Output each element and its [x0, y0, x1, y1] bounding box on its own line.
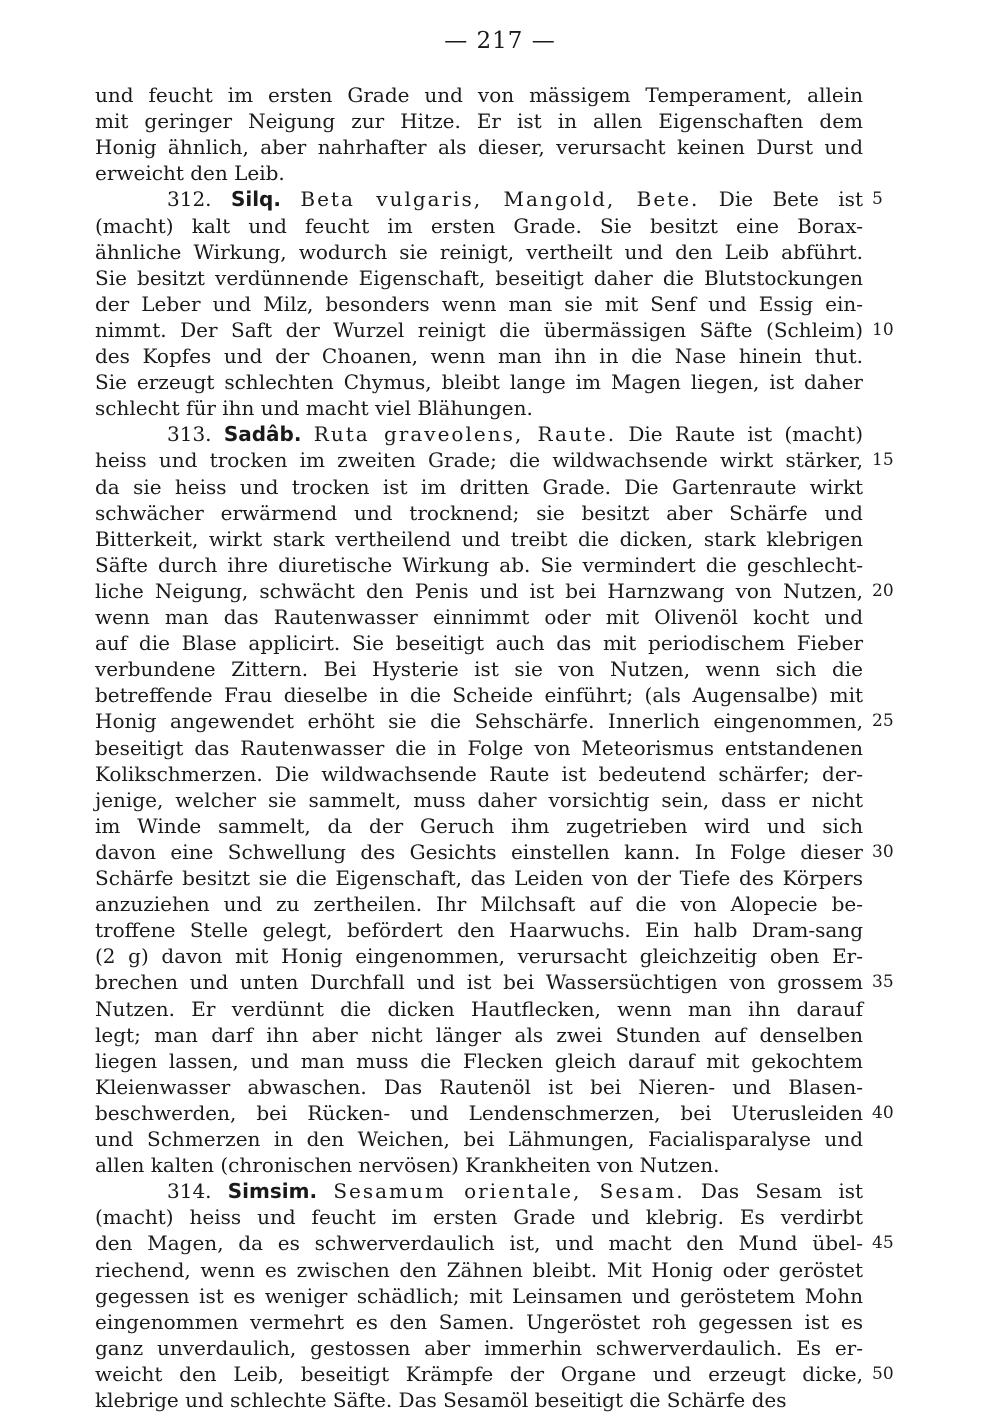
text-line	[95, 343, 863, 369]
text-line	[95, 656, 863, 682]
text-line	[95, 891, 863, 917]
text-line	[167, 186, 863, 212]
text-segment: eingenommen vermehrt es den Samen. Ungeröstet roh gegessen ist es	[95, 1309, 863, 1334]
text-line	[95, 526, 863, 552]
text-line	[95, 82, 863, 108]
entry-heading: Simsim.	[227, 1179, 318, 1204]
text-segment: legt; man darf ihn aber nicht länger als zwei Stunden auf denselben	[95, 1022, 863, 1047]
text-segment: und Schmerzen in den Weichen, bei Lähmungen, Facialisparalyse und	[95, 1127, 863, 1151]
text-line	[95, 1230, 863, 1256]
text-line	[95, 265, 863, 291]
text-line	[95, 213, 863, 239]
text-line	[95, 160, 863, 186]
text-line	[95, 474, 863, 500]
text-line	[95, 735, 863, 761]
line-number: 40	[872, 1102, 894, 1123]
text-segment: betreffende Frau dieselbe in die Scheide einführt; (als Augensalbe) mit	[95, 683, 863, 708]
text-line	[95, 291, 863, 317]
text-segment: ganz unverdaulich, gestossen aber immerhin schwerverdaulich. Es er-	[95, 1335, 863, 1360]
text-line	[95, 682, 863, 708]
text-segment: den Magen, da es schwerverdaulich ist, und macht den Mund übel-	[95, 1231, 863, 1256]
text-line	[95, 552, 863, 578]
text-segment: erweicht den Leib.	[95, 161, 285, 186]
line-number: 45	[872, 1233, 894, 1254]
text-line	[95, 865, 863, 891]
text-segment: nimmt. Der Saft der Wurzel reinigt die übermässigen Säfte (Schleim)	[95, 317, 863, 342]
text-segment: Kleienwasser abwaschen. Das Rautenöl ist bei Nieren- und Blasen-	[95, 1074, 863, 1099]
text-segment: Honig angewendet erhöht sie die Sehschärfe. Innerlich eingenommen,	[95, 709, 863, 734]
text-segment	[301, 422, 313, 446]
text-segment: Das Sesam ist	[684, 1179, 864, 1204]
line-number: 5	[872, 189, 883, 210]
line-number: 50	[872, 1363, 894, 1384]
text-segment: Honig ähnlich, aber nahrhafter als dieser, verursacht keinen Durst und	[95, 135, 863, 160]
latin-name: Beta vulgaris, Mangold, Bete.	[300, 187, 700, 212]
line-number: 20	[872, 580, 894, 601]
line-number: 15	[872, 450, 894, 471]
text-line	[95, 917, 863, 943]
text-line	[95, 1257, 863, 1283]
text-segment: im Winde sammelt, da der Geruch ihm zugetrieben wird und sich	[95, 813, 863, 838]
text-segment: allen kalten (chronischen nervösen) Krankheiten von Nutzen.	[95, 1153, 720, 1178]
text-segment: der Leber und Milz, besonders wenn man sie mit Senf und Essig ein-	[95, 291, 863, 316]
text-segment: brechen und unten Durchfall und ist bei Wassersüchtigen von grossem	[95, 970, 863, 995]
text-segment: mit geringer Neigung zur Hitze. Er ist in allen Eigenschaften dem	[95, 109, 863, 134]
text-segment: Sie besitzt verdünnende Eigenschaft, beseitigt daher die Blutstockungen	[95, 265, 863, 290]
text-segment: wenn man das Rautenwasser einnimmt oder mit Olivenöl kocht und	[95, 605, 863, 629]
text-segment: liegen lassen, und man muss die Flecken gleich darauf mit gekochtem	[95, 1048, 863, 1073]
text-line	[95, 369, 863, 395]
entry-heading: Sadâb.	[223, 422, 302, 447]
text-line	[95, 578, 863, 604]
page-number: — 217 —	[444, 28, 556, 54]
text-line	[95, 969, 863, 995]
text-segment: und feucht im ersten Grade und von mässigem Temperament, allein	[95, 83, 863, 107]
text-line	[167, 1178, 863, 1204]
text-segment: troffene Stelle gelegt, befördert den Haarwuchs. Ein halb Dram-sang	[95, 918, 863, 943]
text-segment: riechend, wenn es zwischen den Zähnen bleibt. Mit Honig oder geröstet	[95, 1257, 863, 1282]
text-segment	[317, 1179, 333, 1203]
text-segment: weicht den Leib, beseitigt Krämpfe der Organe und erzeugt dicke,	[95, 1361, 863, 1386]
text-segment: liche Neigung, schwächt den Penis und ist bei Harnzwang von Nutzen,	[95, 578, 863, 603]
text-line	[95, 630, 863, 656]
text-line	[95, 787, 863, 813]
text-segment: Die Bete ist	[699, 187, 863, 212]
text-line	[95, 996, 863, 1022]
text-segment: gegessen ist es weniger schädlich; mit Leinsamen und geröstetem Mohn	[95, 1283, 863, 1308]
text-segment: schwächer erwärmend und trocknend; sie besitzt aber Schärfe und	[95, 500, 863, 525]
text-segment: da sie heiss und trocken ist im dritten Grade. Die Gartenraute wirkt	[95, 474, 863, 499]
text-segment: Die Raute ist (macht)	[616, 422, 864, 447]
text-segment: davon eine Schwellung des Gesichts einstellen kann. In Folge dieser	[95, 839, 863, 864]
text-segment: Bitterkeit, wirkt stark vertheilend und treibt die dicken, stark klebrigen	[95, 526, 863, 551]
line-number: 30	[872, 841, 894, 862]
text-segment: (macht) kalt und feucht im ersten Grade. Sie besitzt eine Borax-	[95, 213, 863, 238]
text-segment: jenige, welcher sie sammelt, muss daher vorsichtig sein, dass er nicht	[95, 787, 863, 812]
text-line	[95, 134, 863, 160]
text-line	[95, 1283, 863, 1309]
text-line	[95, 708, 863, 734]
text-line	[95, 813, 863, 839]
text-line	[167, 421, 863, 447]
text-line	[95, 1387, 863, 1413]
text-line	[95, 1204, 863, 1230]
text-line	[95, 1022, 863, 1048]
text-segment: klebrige und schlechte Säfte. Das Sesamöl beseitigt die Schärfe des	[95, 1388, 787, 1412]
text-segment: Kolikschmerzen. Die wildwachsende Raute ist bedeutend schärfer; der-	[95, 761, 863, 786]
text-segment: 312.	[167, 187, 231, 212]
line-number: 25	[872, 711, 894, 732]
text-segment: schlecht für ihn und macht viel Blähungen.	[95, 396, 533, 421]
text-line	[95, 761, 863, 787]
text-line	[95, 1361, 863, 1387]
text-segment: des Kopfes und der Choanen, wenn man ihn in die Nase hinein thut.	[95, 344, 863, 368]
text-line	[95, 1309, 863, 1335]
text-line	[95, 317, 863, 343]
line-number: 35	[872, 972, 894, 993]
text-line	[95, 500, 863, 526]
text-segment: verbundene Zittern. Bei Hysterie ist sie von Nutzen, wenn sich die	[95, 657, 863, 682]
text-line	[95, 239, 863, 265]
line-number: 10	[872, 319, 894, 340]
text-segment: ähnliche Wirkung, wodurch sie reinigt, vertheilt und den Leib abführt.	[95, 239, 863, 264]
text-segment: heiss und trocken im zweiten Grade; die wildwachsende wirkt stärker,	[95, 448, 863, 473]
text-line	[95, 1100, 863, 1126]
text-line	[95, 1335, 863, 1361]
text-line	[95, 1152, 863, 1178]
text-line	[95, 1048, 863, 1074]
text-segment: 314.	[167, 1179, 228, 1204]
latin-name: Ruta graveolens, Raute.	[313, 422, 617, 447]
text-segment: Säfte durch ihre diuretische Wirkung ab. Sie vermindert die geschlecht-	[95, 552, 863, 577]
text-segment: 313.	[167, 422, 224, 447]
text-line	[95, 447, 863, 473]
text-line	[95, 108, 863, 134]
text-segment: anzuziehen und zu zertheilen. Ihr Milchsaft auf die von Alopecie be-	[95, 892, 863, 917]
text-line	[95, 604, 863, 630]
latin-name: Sesamum orientale, Sesam.	[333, 1179, 685, 1204]
text-segment: (macht) heiss und feucht im ersten Grade und klebrig. Es verdirbt	[95, 1205, 863, 1230]
text-line	[95, 839, 863, 865]
entry-heading: Silq.	[230, 187, 281, 212]
text-line	[95, 943, 863, 969]
text-segment: beschwerden, bei Rücken- und Lendenschmerzen, bei Uterusleiden	[95, 1100, 863, 1125]
text-segment: (2 g) davon mit Honig eingenommen, verursacht gleichzeitig oben Er-	[95, 944, 863, 969]
text-segment	[281, 187, 300, 211]
text-segment: beseitigt das Rautenwasser die in Folge von Meteorismus entstandenen	[95, 735, 863, 760]
text-line	[95, 395, 863, 421]
text-line	[95, 1126, 863, 1152]
text-line	[95, 1074, 863, 1100]
text-segment: Schärfe besitzt sie die Eigenschaft, das Leiden von der Tiefe des Körpers	[95, 866, 863, 890]
text-segment: auf die Blase applicirt. Sie beseitigt auch das mit periodischem Fieber	[95, 631, 863, 656]
text-segment: Nutzen. Er verdünnt die dicken Hautflecken, wenn man ihn darauf	[95, 996, 863, 1021]
text-segment: Sie erzeugt schlechten Chymus, bleibt lange im Magen liegen, ist daher	[95, 370, 863, 395]
